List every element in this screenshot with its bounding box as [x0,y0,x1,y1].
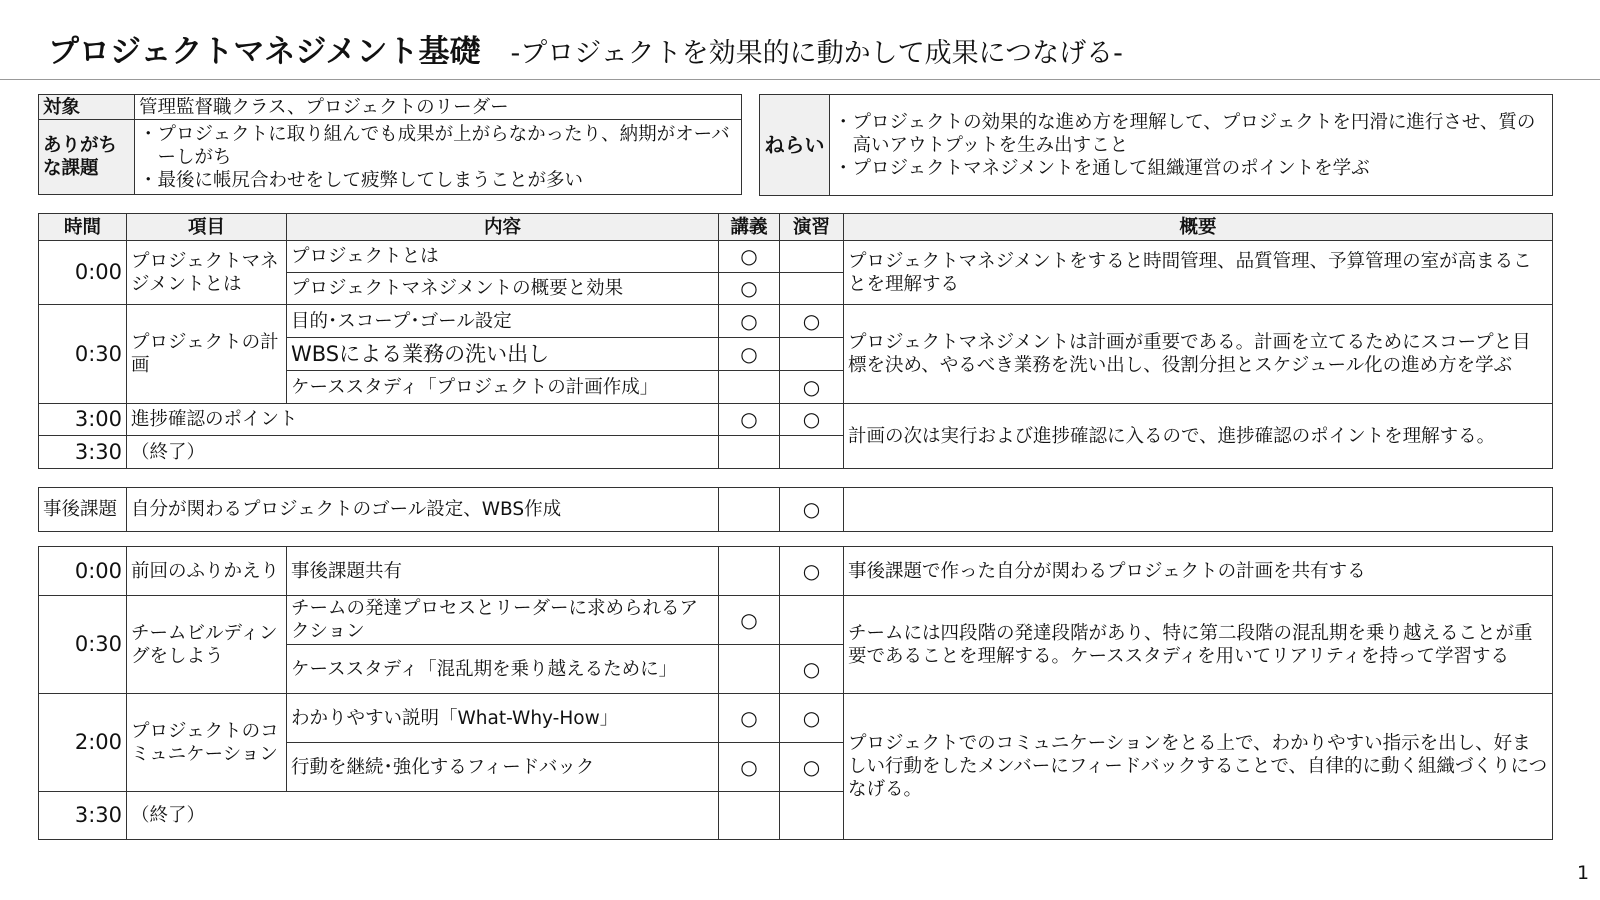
time-cell: 0:30 [39,305,127,404]
summary-cell: プロジェクトマネジメントは計画が重要である。計画を立てるためにスコープと目標を決め、やるべき業務を洗い出し、役割分担とスケジュール化の進め方を学ぶ [844,305,1553,404]
lecture-mark: ○ [719,404,780,436]
aim-value [830,95,1553,196]
summary-cell: 計画の次は実行および進捗確認に入るので、進捗確認のポイントを理解する。 [844,404,1553,469]
header-item: 項目 [127,214,287,241]
aim-item: ・プロジェクトの効果的な進め方を理解して、プロジェクトを円滑に進行させ、質の高いアウトプットを生み出すこと [834,111,1536,156]
table-row [39,488,1553,532]
content-cell: 行動を継続･強化するフィードバック [287,743,719,792]
page-title-row [48,26,1123,71]
time-cell: 0:00 [39,241,127,305]
table-row [39,241,1553,273]
exercise-mark-empty [780,596,844,645]
header-exercise: 演習 [780,214,844,241]
lecture-mark: ○ [719,743,780,792]
lecture-mark: ○ [719,305,780,338]
table-row [39,404,1553,436]
content-cell: ケーススタディ「プロジェクトの計画作成」 [287,371,719,404]
header-time: 時間 [39,214,127,241]
time-cell: 0:00 [39,547,127,596]
time-cell: 3:30 [39,436,127,469]
aim-item: ・プロジェクトマネジメントを通して組織運営のポイントを学ぶ [834,157,1370,179]
item-cell: （終了） [127,792,719,840]
issue-item: ・プロジェクトに取り組んでも成果が上がらなかったり、納期がオーバーしがち [139,123,730,168]
content-cell: チームの発達プロセスとリーダーに求められるアクション [287,596,719,645]
issue-item: ・最後に帳尻合わせをして疲弊してしまうことが多い [139,169,584,191]
header-lecture: 講義 [719,214,780,241]
content-cell: WBSによる業務の洗い出し [287,338,719,371]
table-row [39,547,1553,596]
content-cell: わかりやすい説明「What-Why-How」 [287,694,719,743]
lecture-mark: ○ [719,273,780,305]
summary-cell: プロジェクトマネジメントをすると時間管理、品質管理、予算管理の室が高まることを理解する [844,241,1553,305]
page-title: プロジェクトマネジメント基礎 [48,34,481,70]
content-cell: 目的･スコープ･ゴール設定 [287,305,719,338]
homework-label: 事後課題 [39,488,127,532]
exercise-mark: ○ [780,694,844,743]
header-summary: 概要 [844,214,1553,241]
summary-cell-empty [844,488,1553,532]
exercise-mark-empty [780,338,844,371]
issue-value [135,120,742,195]
exercise-mark: ○ [780,404,844,436]
aim-row [760,95,1553,196]
lecture-mark-empty [719,488,780,532]
aim-table [759,94,1553,196]
table-row [39,305,1553,338]
page-number: 1 [1577,862,1590,884]
exercise-mark: ○ [780,305,844,338]
table-row [39,694,1553,743]
page-subtitle: -プロジェクトを効果的に動かして成果につなげる- [510,38,1123,69]
item-cell: チームビルディングをしよう [127,596,287,694]
issue-row [39,120,742,195]
content-cell: プロジェクトとは [287,241,719,273]
summary-cell: プロジェクトでのコミュニケーションをとる上で、わかりやすい指示を出し、好ましい行動をしたメンバーにフィードバックすることで、自律的に動く組織づくりにつなげる。 [844,694,1553,840]
lecture-mark-empty [719,371,780,404]
exercise-mark: ○ [780,488,844,532]
lecture-mark-empty [719,792,780,840]
header-content: 内容 [287,214,719,241]
item-cell: 前回のふりかえり [127,547,287,596]
schedule-table-session2 [38,546,1553,840]
content-cell: 事後課題共有 [287,547,719,596]
summary-cell: チームには四段階の発達段階があり、特に第二段階の混乱期を乗り越えることが重要であることを理解する。ケーススタディを用いてリアリティを持って学習する [844,596,1553,694]
exercise-mark: ○ [780,743,844,792]
item-cell: プロジェクトマネジメントとは [127,241,287,305]
lecture-mark: ○ [719,338,780,371]
lecture-mark: ○ [719,596,780,645]
exercise-mark: ○ [780,371,844,404]
item-cell: プロジェクトのコミュニケーション [127,694,287,792]
target-issue-table [38,94,742,195]
lecture-mark: ○ [719,241,780,273]
time-cell: 3:00 [39,404,127,436]
exercise-mark: ○ [780,547,844,596]
time-cell: 2:00 [39,694,127,792]
content-cell: ケーススタディ「混乱期を乗り越えるために」 [287,645,719,694]
exercise-mark-empty [780,436,844,469]
exercise-mark-empty [780,273,844,305]
time-cell: 0:30 [39,596,127,694]
lecture-mark: ○ [719,694,780,743]
issue-label: ありがちな課題 [39,120,135,195]
target-value: 管理監督職クラス、プロジェクトのリーダー [135,95,742,120]
table-row [39,596,1553,645]
exercise-mark-empty [780,241,844,273]
homework-content: 自分が関わるプロジェクトのゴール設定、WBS作成 [127,488,719,532]
aim-label: ねらい [760,95,830,196]
target-label: 対象 [39,95,135,120]
content-cell: プロジェクトマネジメントの概要と効果 [287,273,719,305]
item-cell: 進捗確認のポイント [127,404,719,436]
exercise-mark: ○ [780,645,844,694]
exercise-mark-empty [780,792,844,840]
homework-table [38,487,1553,532]
schedule-table-session1 [38,213,1553,469]
time-cell: 3:30 [39,792,127,840]
table-header [39,214,1553,241]
lecture-mark-empty [719,547,780,596]
target-row [39,95,742,120]
title-divider [0,79,1600,80]
summary-cell: 事後課題で作った自分が関わるプロジェクトの計画を共有する [844,547,1553,596]
item-cell: （終了） [127,436,719,469]
item-cell: プロジェクトの計画 [127,305,287,404]
lecture-mark-empty [719,645,780,694]
lecture-mark-empty [719,436,780,469]
